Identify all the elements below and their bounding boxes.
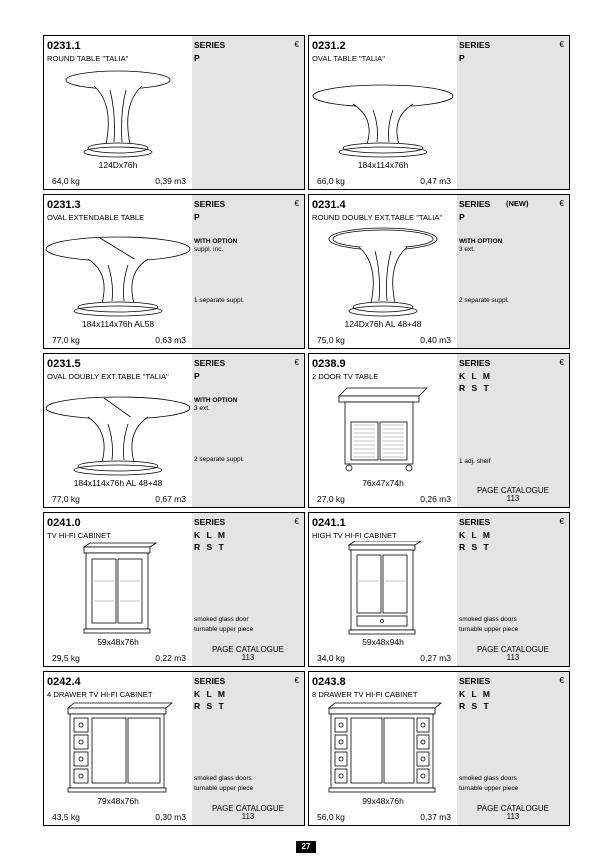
product-code: 0231.3 [47, 199, 81, 211]
series-line: P [194, 371, 202, 381]
product-code: 0231.1 [47, 40, 81, 52]
product-info [44, 672, 192, 825]
series-line: R S T [459, 701, 491, 711]
series-label: SERIES [459, 199, 491, 209]
product-note-2: turnable upper piece [194, 785, 254, 792]
product-name: 4 DRAWER TV HI-FI CABINET [47, 690, 153, 699]
product-dimensions: 79x48x76h [97, 796, 139, 806]
product-code: 0231.4 [312, 199, 346, 211]
euro-symbol: € [294, 358, 299, 367]
product-note: 2 separate suppl. [459, 297, 509, 304]
option-value: 3 ext. [194, 405, 210, 412]
catalogue-page: 113 [506, 812, 520, 821]
page-catalogue [457, 487, 569, 503]
product-note: smoked glass doors [459, 775, 517, 782]
product-volume: 0,22 m3 [155, 653, 186, 663]
oval-extendable-table-icon [44, 223, 192, 319]
new-badge: (NEW) [506, 199, 529, 208]
product-volume: 0,27 m3 [420, 653, 451, 663]
euro-symbol: € [294, 676, 299, 685]
round-table-icon [44, 64, 192, 160]
product-info [309, 672, 457, 825]
series-line: K L M [194, 530, 227, 540]
series-label: SERIES [194, 199, 226, 209]
product-card [308, 353, 570, 508]
product-code: 0231.5 [47, 358, 81, 370]
euro-symbol: € [559, 358, 564, 367]
option-label: WITH OPTION [194, 238, 238, 245]
product-name: TV HI-FI CABINET [47, 531, 111, 540]
product-volume: 0,47 m3 [420, 176, 451, 186]
series-panel [192, 672, 304, 825]
product-card [43, 671, 305, 826]
product-code: 0241.0 [47, 517, 81, 529]
product-volume: 0,37 m3 [420, 812, 451, 822]
product-weight: 34,0 kg [317, 653, 345, 663]
product-drawing [309, 700, 457, 796]
series-line: R S T [459, 542, 491, 552]
product-weight: 77,0 kg [52, 335, 80, 345]
product-drawing [44, 223, 192, 319]
series-panel [192, 195, 304, 348]
series-panel [192, 36, 304, 189]
product-note: smoked glass doors [459, 616, 517, 623]
product-code: 0238.9 [312, 358, 346, 370]
series-label: SERIES [459, 676, 491, 686]
product-card [43, 353, 305, 508]
product-name: 8 DRAWER TV HI-FI CABINET [312, 690, 418, 699]
product-name: ROUND TABLE "TALIA" [47, 54, 129, 63]
series-line: P [459, 53, 467, 63]
product-volume: 0,39 m3 [155, 176, 186, 186]
series-label: SERIES [459, 517, 491, 527]
product-info [44, 354, 192, 507]
series-line: R S T [194, 542, 226, 552]
series-line: K L M [459, 689, 492, 699]
page-catalogue [192, 805, 304, 821]
series-value [459, 529, 492, 553]
series-value [194, 370, 202, 382]
product-info [44, 195, 192, 348]
euro-symbol: € [294, 517, 299, 526]
page-number: 27 [296, 841, 316, 853]
series-label: SERIES [194, 676, 226, 686]
product-note: 2 separate suppl. [194, 456, 244, 463]
product-weight: 77,0 kg [52, 494, 80, 504]
product-dimensions: 184x114x76h [357, 160, 409, 170]
product-dimensions: 76x47x74h [362, 478, 404, 488]
series-value [459, 211, 467, 223]
euro-symbol: € [294, 199, 299, 208]
round-ext-table-icon [309, 223, 457, 319]
product-dimensions: 59x48x94h [362, 637, 404, 647]
euro-symbol: € [559, 676, 564, 685]
catalogue-page: 113 [506, 494, 520, 503]
catalogue-label: PAGE CATALOGUE [476, 486, 549, 495]
series-line: P [194, 212, 202, 222]
catalogue-page: 113 [241, 653, 255, 662]
euro-symbol: € [559, 517, 564, 526]
option-label: WITH OPTION [194, 397, 238, 404]
product-dimensions: 184x114x76h AL 48+48 [73, 478, 163, 488]
series-value [459, 370, 492, 394]
product-code: 0241.1 [312, 517, 346, 529]
series-panel [457, 672, 569, 825]
product-card [308, 512, 570, 667]
series-value [194, 529, 227, 553]
catalogue-label: PAGE CATALOGUE [211, 804, 284, 813]
product-dimensions: 124Dx76h [98, 160, 138, 170]
euro-symbol: € [294, 40, 299, 49]
product-volume: 0,26 m3 [420, 494, 451, 504]
eight-drawer-cabinet-icon [309, 700, 457, 796]
product-card [43, 35, 305, 190]
product-info [309, 195, 457, 348]
series-panel [192, 513, 304, 666]
product-info [309, 354, 457, 507]
product-note: smoked glass door [194, 616, 249, 623]
product-weight: 29,5 kg [52, 653, 80, 663]
high-hifi-cabinet-icon [309, 541, 457, 637]
product-drawing [44, 700, 192, 796]
product-volume: 0,40 m3 [420, 335, 451, 345]
series-line: K L M [459, 371, 492, 381]
page-catalogue [192, 646, 304, 662]
catalogue-page: 113 [241, 812, 255, 821]
series-label: SERIES [194, 40, 226, 50]
product-drawing [309, 223, 457, 319]
product-note-2: turnable upper piece [459, 785, 519, 792]
product-drawing [44, 64, 192, 160]
series-line: R S T [459, 383, 491, 393]
tv-table-icon [309, 382, 457, 478]
series-value [194, 52, 202, 64]
series-panel [457, 195, 569, 348]
euro-symbol: € [559, 40, 564, 49]
product-info [309, 36, 457, 189]
product-volume: 0,67 m3 [155, 494, 186, 504]
product-grid [43, 35, 574, 835]
product-name: 2 DOOR TV TABLE [312, 372, 379, 381]
series-label: SERIES [459, 40, 491, 50]
hifi-cabinet-icon [44, 541, 192, 637]
product-note-2: turnable upper piece [459, 626, 519, 633]
series-value [194, 688, 227, 712]
product-info [309, 513, 457, 666]
product-dimensions: 184x114x76h AL58 [81, 319, 155, 329]
series-label: SERIES [459, 358, 491, 368]
four-drawer-cabinet-icon [44, 700, 192, 796]
product-code: 0242.4 [47, 676, 81, 688]
oval-ext-table-icon [44, 382, 192, 478]
product-weight: 56,0 kg [317, 812, 345, 822]
series-line: K L M [459, 530, 492, 540]
product-note: smoked glass doors [194, 775, 252, 782]
product-name: HIGH TV HI-FI CABINET [312, 531, 397, 540]
series-line: K L M [194, 689, 227, 699]
series-panel [192, 354, 304, 507]
product-weight: 64,0 kg [52, 176, 80, 186]
product-drawing [309, 64, 457, 160]
product-note: 1 separate suppl. [194, 297, 244, 304]
catalogue-page: 113 [506, 653, 520, 662]
option-label: WITH OPTION [459, 238, 503, 245]
product-note-2: turnable upper piece [194, 626, 254, 633]
catalogue-label: PAGE CATALOGUE [211, 645, 284, 654]
series-panel [457, 36, 569, 189]
product-drawing [44, 382, 192, 478]
product-dimensions: 59x48x76h [97, 637, 139, 647]
product-volume: 0,63 m3 [155, 335, 186, 345]
product-code: 0243.8 [312, 676, 346, 688]
series-label: SERIES [194, 517, 226, 527]
product-name: OVAL DOUBLY EXT.TABLE "TALIA" [47, 372, 169, 381]
euro-symbol: € [559, 199, 564, 208]
series-line: P [459, 212, 467, 222]
product-drawing [309, 382, 457, 478]
product-name: ROUND DOUBLY EXT.TABLE "TALIA" [312, 213, 443, 222]
series-value [194, 211, 202, 223]
catalogue-label: PAGE CATALOGUE [476, 645, 549, 654]
page-catalogue [457, 646, 569, 662]
series-label: SERIES [194, 358, 226, 368]
option-value: suppl. inc. [194, 246, 224, 253]
series-line: P [194, 53, 202, 63]
product-card [43, 512, 305, 667]
product-name: OVAL TABLE "TALIA" [312, 54, 385, 63]
product-drawing [309, 541, 457, 637]
option-value: 3 ext. [459, 246, 475, 253]
product-weight: 66,0 kg [317, 176, 345, 186]
series-value [459, 52, 467, 64]
product-info [44, 36, 192, 189]
product-dimensions: 99x48x76h [362, 796, 404, 806]
product-name: OVAL EXTENDABLE TABLE [47, 213, 145, 222]
series-value [459, 688, 492, 712]
product-card [308, 35, 570, 190]
catalogue-label: PAGE CATALOGUE [476, 804, 549, 813]
product-note: 1 adj. shelf [459, 458, 491, 465]
product-weight: 27,0 kg [317, 494, 345, 504]
oval-table-icon [309, 64, 457, 160]
page-catalogue [457, 805, 569, 821]
series-panel [457, 513, 569, 666]
product-volume: 0,30 m3 [155, 812, 186, 822]
product-dimensions: 124Dx76h AL 48+48 [344, 319, 422, 329]
series-panel [457, 354, 569, 507]
product-card [308, 671, 570, 826]
product-code: 0231.2 [312, 40, 346, 52]
product-info [44, 513, 192, 666]
product-weight: 75,0 kg [317, 335, 345, 345]
product-card [43, 194, 305, 349]
product-weight: 43,5 kg [52, 812, 80, 822]
series-line: R S T [194, 701, 226, 711]
product-drawing [44, 541, 192, 637]
product-card [308, 194, 570, 349]
